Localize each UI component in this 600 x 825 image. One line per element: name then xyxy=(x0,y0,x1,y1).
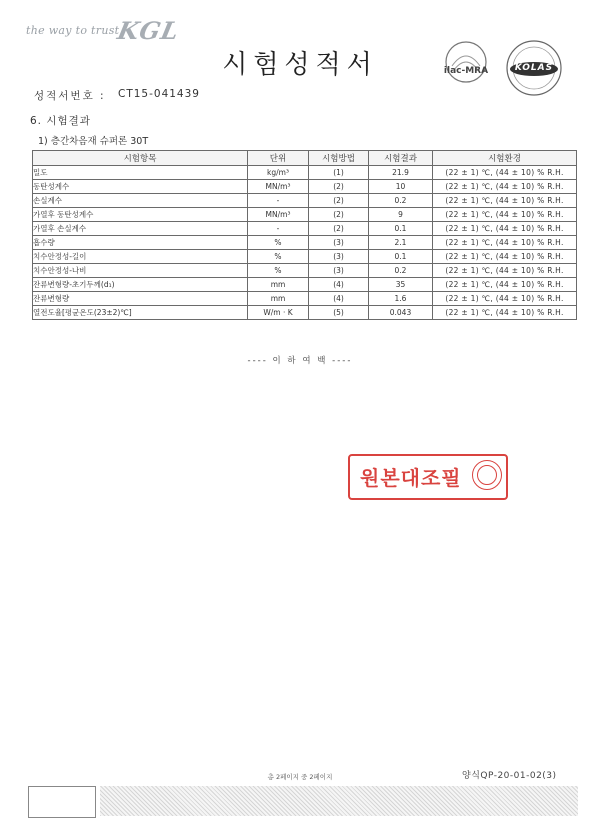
section-subheading: 1) 층간차음재 슈퍼론 30T xyxy=(38,136,149,147)
test-result: 9 xyxy=(369,208,433,222)
test-method: (2) xyxy=(309,194,369,208)
document-title: 시험성적서 xyxy=(222,50,378,80)
table-row xyxy=(33,264,577,278)
unit: - xyxy=(248,194,309,208)
test-result: 0.1 xyxy=(369,222,433,236)
test-environment: (22 ± 1) ℃, (44 ± 10) % R.H. xyxy=(433,278,577,292)
test-method: (3) xyxy=(309,250,369,264)
original-verified-stamp xyxy=(348,454,508,500)
stamp-text: 원본대조필 xyxy=(360,466,462,490)
cert-number-label: 성적서번호 : xyxy=(34,90,106,102)
test-result: 2.1 xyxy=(369,236,433,250)
unit: mm xyxy=(248,278,309,292)
table-row xyxy=(33,236,577,250)
test-environment: (22 ± 1) ℃, (44 ± 10) % R.H. xyxy=(433,292,577,306)
test-result: 1.6 xyxy=(369,292,433,306)
test-item: 잔류변형량-초기두께(d₁) xyxy=(33,278,248,292)
test-environment: (22 ± 1) ℃, (44 ± 10) % R.H. xyxy=(433,194,577,208)
column-header: 시험방법 xyxy=(309,151,369,166)
test-item: 흡수량 xyxy=(33,236,248,250)
security-pattern-strip xyxy=(100,786,578,816)
seal-inner-ring xyxy=(477,465,497,485)
unit: W/m · K xyxy=(248,306,309,320)
test-method: (4) xyxy=(309,278,369,292)
table-row xyxy=(33,250,577,264)
test-result: 0.043 xyxy=(369,306,433,320)
kgl-logo: KGL xyxy=(114,16,183,45)
column-header: 시험결과 xyxy=(369,151,433,166)
test-result: 10 xyxy=(369,180,433,194)
test-environment: (22 ± 1) ℃, (44 ± 10) % R.H. xyxy=(433,236,577,250)
test-item: 잔류변형량 xyxy=(33,292,248,306)
logo-tagline: the way to trust xyxy=(26,24,120,37)
ilac-mra-logo xyxy=(442,40,490,92)
column-header: 시험항목 xyxy=(33,151,248,166)
table-row xyxy=(33,208,577,222)
end-of-results-marker: ---- 이 하 여 백 ---- xyxy=(247,356,353,366)
unit: mm xyxy=(248,292,309,306)
test-method: (4) xyxy=(309,292,369,306)
table-row xyxy=(33,278,577,292)
page-counter: 총 2페이지 중 2페이지 xyxy=(267,773,333,781)
test-item: 동탄성계수 xyxy=(33,180,248,194)
table-row xyxy=(33,306,577,320)
test-item: 열전도율[평균온도(23±2)℃] xyxy=(33,306,248,320)
unit: MN/m³ xyxy=(248,208,309,222)
test-method: (3) xyxy=(309,264,369,278)
test-item: 가열후 동탄성계수 xyxy=(33,208,248,222)
table-row xyxy=(33,180,577,194)
unit: kg/m³ xyxy=(248,166,309,180)
table-row xyxy=(33,222,577,236)
test-environment: (22 ± 1) ℃, (44 ± 10) % R.H. xyxy=(433,306,577,320)
test-environment: (22 ± 1) ℃, (44 ± 10) % R.H. xyxy=(433,222,577,236)
test-method: (2) xyxy=(309,180,369,194)
test-method: (2) xyxy=(309,222,369,236)
test-item: 손실계수 xyxy=(33,194,248,208)
test-method: (1) xyxy=(309,166,369,180)
ilac-mra-label: ilac-MRA xyxy=(443,66,489,76)
table-header-row xyxy=(33,151,577,166)
test-method: (3) xyxy=(309,236,369,250)
unit: MN/m³ xyxy=(248,180,309,194)
unit: % xyxy=(248,264,309,278)
test-result: 0.2 xyxy=(369,194,433,208)
test-item: 밀도 xyxy=(33,166,248,180)
test-result: 0.2 xyxy=(369,264,433,278)
table-row xyxy=(33,166,577,180)
table-row xyxy=(33,194,577,208)
column-header: 시험환경 xyxy=(433,151,577,166)
test-environment: (22 ± 1) ℃, (44 ± 10) % R.H. xyxy=(433,166,577,180)
results-table xyxy=(32,150,577,320)
unit: % xyxy=(248,236,309,250)
test-result: 21.9 xyxy=(369,166,433,180)
test-environment: (22 ± 1) ℃, (44 ± 10) % R.H. xyxy=(433,208,577,222)
test-environment: (22 ± 1) ℃, (44 ± 10) % R.H. xyxy=(433,250,577,264)
cert-number: CT15-041439 xyxy=(118,88,200,100)
form-number: 양식QP-20-01-02(3) xyxy=(462,771,557,781)
kolas-logo xyxy=(496,38,572,98)
test-result: 0.1 xyxy=(369,250,433,264)
test-item: 치수안정성-길이 xyxy=(33,250,248,264)
section-heading: 6. 시험결과 xyxy=(30,115,91,127)
test-result: 35 xyxy=(369,278,433,292)
unit: % xyxy=(248,250,309,264)
test-method: (2) xyxy=(309,208,369,222)
seal-icon xyxy=(472,460,502,490)
test-environment: (22 ± 1) ℃, (44 ± 10) % R.H. xyxy=(433,180,577,194)
unit: - xyxy=(248,222,309,236)
test-item: 가열후 손실계수 xyxy=(33,222,248,236)
test-environment: (22 ± 1) ℃, (44 ± 10) % R.H. xyxy=(433,264,577,278)
test-method: (5) xyxy=(309,306,369,320)
footer-box xyxy=(28,786,96,818)
kolas-label: KOLAS xyxy=(514,63,554,73)
table-row xyxy=(33,292,577,306)
test-item: 치수안정성-나비 xyxy=(33,264,248,278)
column-header: 단위 xyxy=(248,151,309,166)
